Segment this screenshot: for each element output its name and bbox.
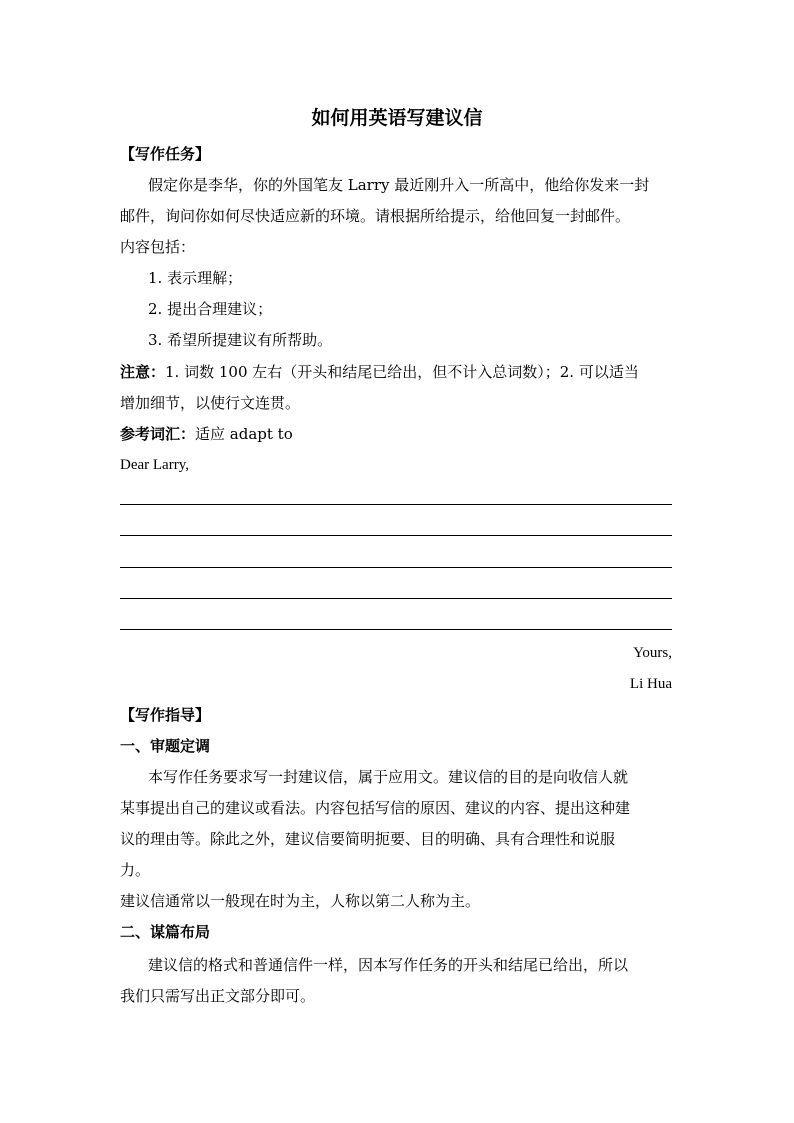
section1-line-1: 本写作任务要求写一封建议信，属于应用文。建议信的目的是向收信人就 (148, 768, 629, 786)
task-heading: 【写作任务】 (120, 145, 211, 163)
note-label: 注意： (120, 363, 166, 381)
note-text-1: 1. 词数 100 左右（开头和结尾已给出，但不计入总词数）；2. 可以适当 (165, 363, 639, 381)
requirement-point-2: 2. 提出合理建议； (148, 300, 273, 318)
letter-closing: Yours, (633, 645, 672, 661)
task-paragraph-line-1: 假定你是李华，你的外国笔友 Larry 最近刚升入一所高中，他给你发来一封 (148, 176, 650, 194)
writing-line-4 (120, 598, 672, 599)
letter-greeting: Dear Larry, (120, 457, 189, 473)
section1-title: 一、审题定调 (120, 737, 211, 755)
section2-line-1: 建议信的格式和普通信件一样，因本写作任务的开头和结尾已给出，所以 (148, 956, 629, 974)
section1-line-3: 议的理由等。除此之外，建议信要简明扼要、目的明确、具有合理性和说服 (120, 830, 616, 848)
writing-line-1 (120, 504, 672, 505)
task-paragraph-line-2: 邮件，询问你如何尽快适应新的环境。请根据所给提示，给他回复一封邮件。 (120, 207, 631, 225)
note-line-1 (120, 362, 639, 382)
requirement-point-3: 3. 希望所提建议有所帮助。 (148, 331, 333, 349)
section1-extra: 建议信通常以一般现在时为主，人称以第二人称为主。 (120, 892, 481, 910)
guide-heading: 【写作指导】 (120, 706, 211, 724)
vocab-label: 参考词汇： (120, 425, 196, 443)
section1-line-4: 力。 (120, 861, 151, 879)
writing-line-5 (120, 629, 672, 630)
document-title: 如何用英语写建议信 (311, 107, 483, 129)
writing-line-2 (120, 535, 672, 536)
vocab-text: 适应 adapt to (195, 425, 293, 443)
writing-line-3 (120, 567, 672, 568)
letter-signature: Li Hua (629, 676, 672, 692)
requirement-point-1: 1. 表示理解； (148, 269, 243, 287)
note-line-2: 增加细节，以使行文连贯。 (120, 394, 301, 412)
vocab-line (120, 424, 293, 444)
content-label: 内容包括： (120, 238, 196, 256)
section2-title: 二、谋篇布局 (120, 923, 211, 941)
section1-line-2: 某事提出自己的建议或看法。内容包括写信的原因、建议的内容、提出这种建 (120, 799, 631, 817)
section2-line-2: 我们只需写出正文部分即可。 (120, 987, 316, 1005)
